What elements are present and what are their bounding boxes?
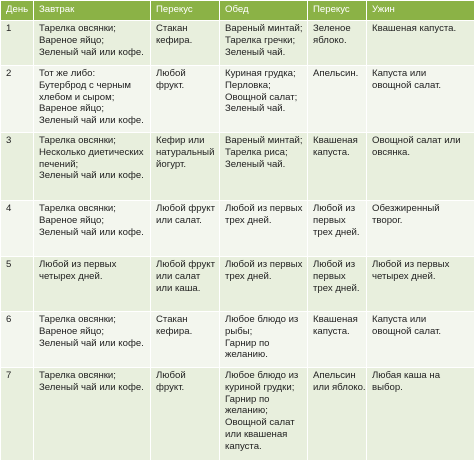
cell-line: Квашеная <box>313 314 362 326</box>
cell-line: фрукт. <box>156 382 215 394</box>
cell-dinner <box>367 312 474 368</box>
header-row <box>1 1 474 21</box>
cell-line: Стакан <box>156 314 215 326</box>
cell-line: Вареное яйцо; <box>39 35 146 47</box>
cell-line: Перловка; <box>225 80 303 92</box>
cell-line: Любой <box>156 68 215 80</box>
cell-line: Любая каша на <box>372 370 470 382</box>
cell-breakfast <box>34 368 151 461</box>
table-row <box>1 21 474 66</box>
cell-breakfast <box>34 257 151 312</box>
cell-line: Зеленый чай или кофе. <box>39 338 146 350</box>
cell-breakfast <box>34 201 151 257</box>
cell-snack-1 <box>151 312 220 368</box>
cell-line: трех дней. <box>313 227 362 239</box>
cell-line: йогурт. <box>156 159 215 171</box>
cell-line: Стакан <box>156 23 215 35</box>
cell-line: первых <box>313 271 362 283</box>
cell-line: кефира. <box>156 326 215 338</box>
cell-line: или яблоко. <box>313 382 362 394</box>
cell-line: капуста. <box>225 441 303 453</box>
cell-line: капуста. <box>313 326 362 338</box>
cell-line: Квашеная <box>313 135 362 147</box>
cell-line: четырех дней. <box>39 271 146 283</box>
cell-day: 6 <box>1 312 34 368</box>
cell-line: первых <box>313 215 362 227</box>
table-row <box>1 312 474 368</box>
cell-breakfast <box>34 312 151 368</box>
cell-lunch <box>220 368 308 461</box>
cell-line: Несколько диетических <box>39 147 146 159</box>
cell-line: Зеленый чай или кофе. <box>39 227 146 239</box>
cell-line: фрукт. <box>156 80 215 92</box>
cell-line: Тарелка гречки; <box>225 35 303 47</box>
cell-dinner <box>367 368 474 461</box>
header-snack-2: Перекус <box>308 1 367 21</box>
cell-line: Любой из <box>313 259 362 271</box>
cell-line: Любое блюдо из <box>225 314 303 326</box>
cell-line: Капуста или <box>372 314 470 326</box>
cell-line: или квашеная <box>225 429 303 441</box>
cell-line: овощной салат. <box>372 326 470 338</box>
cell-line: Тарелка овсянки; <box>39 203 146 215</box>
cell-snack-1 <box>151 368 220 461</box>
cell-snack-2 <box>308 312 367 368</box>
cell-snack-2 <box>308 21 367 66</box>
cell-day: 3 <box>1 133 34 201</box>
cell-line: Любой из первых <box>372 259 470 271</box>
cell-line: Зеленый чай или кофе. <box>39 47 146 59</box>
cell-day: 1 <box>1 21 34 66</box>
cell-line: трех дней. <box>313 283 362 295</box>
cell-lunch <box>220 66 308 133</box>
cell-line: Зеленый чай. <box>225 159 303 171</box>
cell-snack-1 <box>151 257 220 312</box>
cell-line: капуста. <box>313 147 362 159</box>
cell-line: Квашеная капуста. <box>372 23 470 35</box>
cell-line: Зеленое <box>313 23 362 35</box>
cell-line: Любой из первых <box>225 259 303 271</box>
cell-line: Тот же либо: <box>39 68 146 80</box>
cell-line: Овощной салат <box>225 417 303 429</box>
cell-line: Вареное яйцо; <box>39 215 146 227</box>
table-row <box>1 133 474 201</box>
cell-line: Любой из первых <box>39 259 146 271</box>
cell-line: яблоко. <box>313 35 362 47</box>
cell-line: овсянка. <box>372 147 470 159</box>
cell-line: Тарелка овсянки; <box>39 370 146 382</box>
cell-day: 7 <box>1 368 34 461</box>
cell-line: Вареный минтай; <box>225 23 303 35</box>
cell-dinner <box>367 66 474 133</box>
cell-line: Куриная грудка; <box>225 68 303 80</box>
cell-snack-2 <box>308 368 367 461</box>
cell-line: Зеленый чай. <box>225 47 303 59</box>
cell-line: куриной грудки; <box>225 382 303 394</box>
cell-line: Кефир или <box>156 135 215 147</box>
header-dinner: Ужин <box>367 1 474 21</box>
cell-line: Апельсин <box>313 370 362 382</box>
cell-lunch <box>220 21 308 66</box>
cell-line: Любой фрукт <box>156 259 215 271</box>
cell-line: Гарнир по <box>225 338 303 350</box>
header-day: День <box>1 1 34 21</box>
table-row <box>1 66 474 133</box>
cell-line: рыбы; <box>225 326 303 338</box>
cell-line: Зеленый чай или кофе. <box>39 170 146 182</box>
table-row <box>1 257 474 312</box>
cell-breakfast <box>34 21 151 66</box>
cell-dinner <box>367 201 474 257</box>
cell-line: выбор. <box>372 382 470 394</box>
cell-snack-2 <box>308 201 367 257</box>
cell-line: овощной салат. <box>372 80 470 92</box>
cell-line: Вареное яйцо; <box>39 326 146 338</box>
cell-dinner <box>367 133 474 201</box>
cell-day: 5 <box>1 257 34 312</box>
cell-line: Апельсин. <box>313 68 362 80</box>
cell-line: трех дней. <box>225 271 303 283</box>
cell-snack-2 <box>308 133 367 201</box>
cell-line: Зеленый чай или кофе. <box>39 382 146 394</box>
cell-line: или каша. <box>156 283 215 295</box>
cell-lunch <box>220 201 308 257</box>
table-row <box>1 201 474 257</box>
cell-line: кефира. <box>156 35 215 47</box>
cell-line: или салат. <box>156 215 215 227</box>
table-row <box>1 368 474 461</box>
cell-line: или салат <box>156 271 215 283</box>
header-snack-1: Перекус <box>151 1 220 21</box>
cell-line: желанию; <box>225 405 303 417</box>
cell-dinner <box>367 21 474 66</box>
cell-line: Зеленый чай. <box>225 103 303 115</box>
cell-day: 2 <box>1 66 34 133</box>
cell-snack-1 <box>151 201 220 257</box>
cell-snack-2 <box>308 66 367 133</box>
cell-line: Тарелка овсянки; <box>39 314 146 326</box>
cell-line: Вареный минтай; <box>225 135 303 147</box>
cell-snack-1 <box>151 66 220 133</box>
cell-line: Овощной салат; <box>225 92 303 104</box>
cell-snack-2 <box>308 257 367 312</box>
cell-line: трех дней. <box>225 215 303 227</box>
cell-lunch <box>220 312 308 368</box>
cell-line: Вареное яйцо; <box>39 103 146 115</box>
cell-lunch <box>220 257 308 312</box>
cell-breakfast <box>34 66 151 133</box>
cell-lunch <box>220 133 308 201</box>
cell-line: Зеленый чай или кофе. <box>39 115 146 127</box>
cell-day: 4 <box>1 201 34 257</box>
cell-line: Гарнир по <box>225 394 303 406</box>
table-body <box>1 21 474 461</box>
cell-line: желанию. <box>225 349 303 361</box>
cell-line: Любой из первых <box>225 203 303 215</box>
cell-line: Любой из <box>313 203 362 215</box>
cell-line: Тарелка овсянки; <box>39 135 146 147</box>
cell-line: натуральный <box>156 147 215 159</box>
cell-breakfast <box>34 133 151 201</box>
cell-line: Обезжиренный <box>372 203 470 215</box>
cell-line: Капуста или <box>372 68 470 80</box>
cell-snack-1 <box>151 133 220 201</box>
cell-line: четырех дней. <box>372 271 470 283</box>
cell-line: Любое блюдо из <box>225 370 303 382</box>
header-lunch: Обед <box>220 1 308 21</box>
cell-line: творог. <box>372 215 470 227</box>
cell-line: печений; <box>39 159 146 171</box>
header-breakfast: Завтрак <box>34 1 151 21</box>
cell-line: Овощной салат или <box>372 135 470 147</box>
cell-line: Бутерброд с черным <box>39 80 146 92</box>
cell-line: Тарелка овсянки; <box>39 23 146 35</box>
cell-dinner <box>367 257 474 312</box>
cell-line: Тарелка риса; <box>225 147 303 159</box>
cell-line: Любой фрукт <box>156 203 215 215</box>
cell-line: хлебом и сыром; <box>39 92 146 104</box>
cell-line: Любой <box>156 370 215 382</box>
cell-snack-1 <box>151 21 220 66</box>
